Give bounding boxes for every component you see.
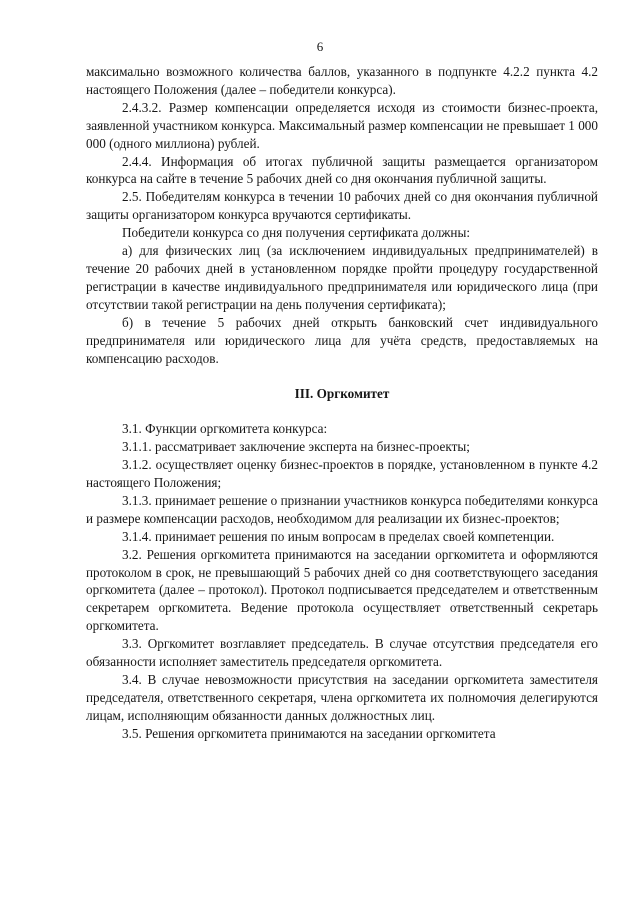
paragraph-continuation: максимально возможного количества баллов, указанного в подпункте 4.2.2 пункта 4.2 настоящего Положения (далее – победители конкурса).: [86, 64, 598, 97]
paragraph-3-4: 3.4. В случае невозможности присутствия на заседании оргкомитета заместителя председателя, ответственного секретаря, члена оргкомитета их полномочия делегируются лицам, исполняющим обязанности данных должностных лиц.: [86, 672, 598, 723]
paragraph-item-a: а) для физических лиц (за исключением индивидуальных предпринимателей) в течение 20 рабочих дней в установленном порядке пройти процедуру государственной регистрации в качестве индивидуального предпринимателя или юридического лица (при отсутствии такой регистрации на день получения сертификата);: [86, 243, 598, 312]
paragraph-3-1-1: 3.1.1. рассматривает заключение эксперта на бизнес-проекты;: [122, 439, 470, 455]
paragraph-2-5: 2.5. Победителям конкурса в течении 10 рабочих дней со дня окончания публичной защиты организатором конкурса вручаются сертификаты.: [86, 189, 598, 223]
page-number: 6: [316, 39, 324, 54]
document-body: [86, 63, 598, 743]
paragraph-3-1: 3.1. Функции оргкомитета конкурса:: [122, 421, 328, 437]
paragraph-3-5: 3.5. Решения оргкомитета принимаются на заседании оргкомитета: [122, 725, 496, 741]
paragraph-3-2: 3.2. Решения оргкомитета принимаются на заседании оргкомитета и оформляются протоколом в срок, не превышающий 5 рабочих дней со дня соответствующего заседания оргкомитета (далее – протокол). Протокол подписывается председателем и ответственным секретарем оргкомитета. Ведение протокола осуществляет ответственный секретарь оргкомитета.: [86, 546, 598, 634]
paragraph-3-1-2: 3.1.2. осуществляет оценку бизнес-проектов в порядке, установленном в пункте 4.2 настоящего Положения;: [86, 457, 598, 491]
paragraph-item-b: б) в течение 5 рабочих дней открыть банковский счет индивидуального предпринимателя или юридического лица для учёта средств, предоставляемых на компенсацию расходов.: [86, 314, 598, 366]
paragraph-winners-obligations: Победители конкурса со дня получения сертификата должны:: [122, 225, 471, 241]
paragraph-2-4-4: 2.4.4. Информация об итогах публичной защиты размещается организатором конкурса на сайте в течение 5 рабочих дней со дня окончания публичной защиты.: [86, 153, 598, 187]
paragraph-2-4-3-2: 2.4.3.2. Размер компенсации определяется исходя из стоимости бизнес-проекта, заявленной участником конкурса. Максимальный размер компенсации не превышает 1 000 000 (одного миллиона) рублей.: [86, 99, 598, 151]
section-heading: III. Оргкомитет: [294, 386, 390, 402]
paragraph-3-1-3: 3.1.3. принимает решение о признании участников конкурса победителями конкурса и размере компенсации расходов, необходимом для реализации их бизнес-проектов;: [86, 492, 598, 526]
paragraph-3-1-4: 3.1.4. принимает решения по иным вопросам в пределах своей компетенции.: [122, 528, 555, 544]
paragraph-3-3: 3.3. Оргкомитет возглавляет председатель. В случае отсутствия председателя его обязанности исполняет заместитель председателя оргкомитета.: [86, 636, 598, 670]
